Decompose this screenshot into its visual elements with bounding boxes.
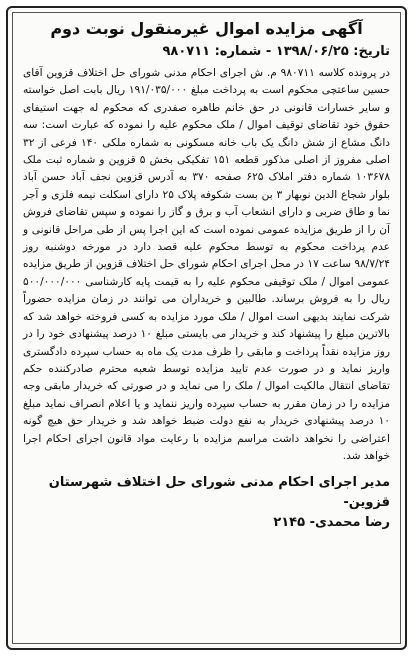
auction-notice (6, 6, 407, 650)
notice-body: در پرونده کلاسه ۹۸۰۷۱۱ م. ش اجرای احکام مدنی شورای حل اختلاف قزوین آقای حسین ساعتچی محکوم است به پرداخت مبلغ ۱۹۱/۰۳۵/۰۰۰ ریال بابت اصل خواسته و سایر خسارات قانونی در حق خانم طاهره صفدری که محکوم له جهت استیفای حقوق خود تقاضای توقیف اموال / ملک محکوم علیه را نموده که عبارت است: سه دانگ مشاع از شش دانگ یک باب خانه مسکونی به شماره ملکی ۱۴۰ فرعی از ۳۲ اصلی مفروز از اصلی مذکور قطعه ۱۵۱ تفکیکی بخش ۵ قزوین و شماره ثبت ملک ۱۰۳۶۷۸ شماره دفتر املاک ۶۲۵ صفحه ۳۷۰ به آدرس قزوین نجف آباد حسن آباد بلوار شجاع الدین نوبهار ۳ بن بست شکوفه پلاک ۲۵ دارای اسکلت نیمه فلزی و آجر نما و طاق ضربی و دارای انشعاب آب و برق و گاز را نموده و سپس تقاضای فروش آن را از طریق مزایده عمومی نموده است که این اجرا پس از طی مراحل قانونی و عدم پرداخت محکوم به توسط محکوم علیه قصد دارد در مورخه دوشنبه روز ۹۸/۷/۲۴ ساعت ۱۷ در محل اجرای احکام شورای حل اختلاف قزوین از طریق مزایده عمومی اموال / ملک توقیفی محکوم علیه را به قیمت پایه کارشناسی ۵۰۰/۰۰۰/۰۰۰ ریال را به فروش برساند. طالبین و خریداران می توانند در زمان مزایده حضوراً شرکت نمایند بدیهی است اموال / ملک مورد مزایده به کسی فروخته خواهد شد که بالاترین مبلغ را پیشنهاد کند و خریدار می بایستی مبلغ ۱۰ درصد پیشنهادی خود را در روز مزایده نقداً پرداخت و مابقی را ظرف مدت یک ماه به حساب سپرده دادگستری واریز نماید و در صورت عدم تایید مزایده توسط شعبه محترم صادرکننده حکم تقاضای انتقال مالکیت اموال / ملک را می نماید و در صورتی که خریدار مابقی وجه مزایده را در زمان مقرر به حساب سپرده واریز ننماید و یا اعلام انصراف نماید مبلغ ۱۰ درصد پیشنهادی خریدار به نفع دولت ضبط خواهد شد و خریدار حق هیچ گونه اعتراضی را نخواهد داشت مراسم مزایده با رعایت مواد قانون اجرای احکام اجرا خواهد شد. (23, 67, 391, 462)
notice-title: آگهی مزایده اموال غیرمنقول نوبت دوم (50, 19, 363, 38)
signature-name: رضا محمدی- ۲۱۴۵ (273, 515, 390, 531)
notice-date-number: تاریخ: ۱۳۹۸/۰۶/۲۵ - شماره: ۹۸۰۷۱۱ (162, 44, 390, 59)
signature-office: مدیر اجرای احکام مدنی شورای حل اختلاف شهرستان قزوین- (48, 475, 390, 511)
notice-signature (23, 473, 390, 533)
notice-inner-border (12, 12, 401, 644)
